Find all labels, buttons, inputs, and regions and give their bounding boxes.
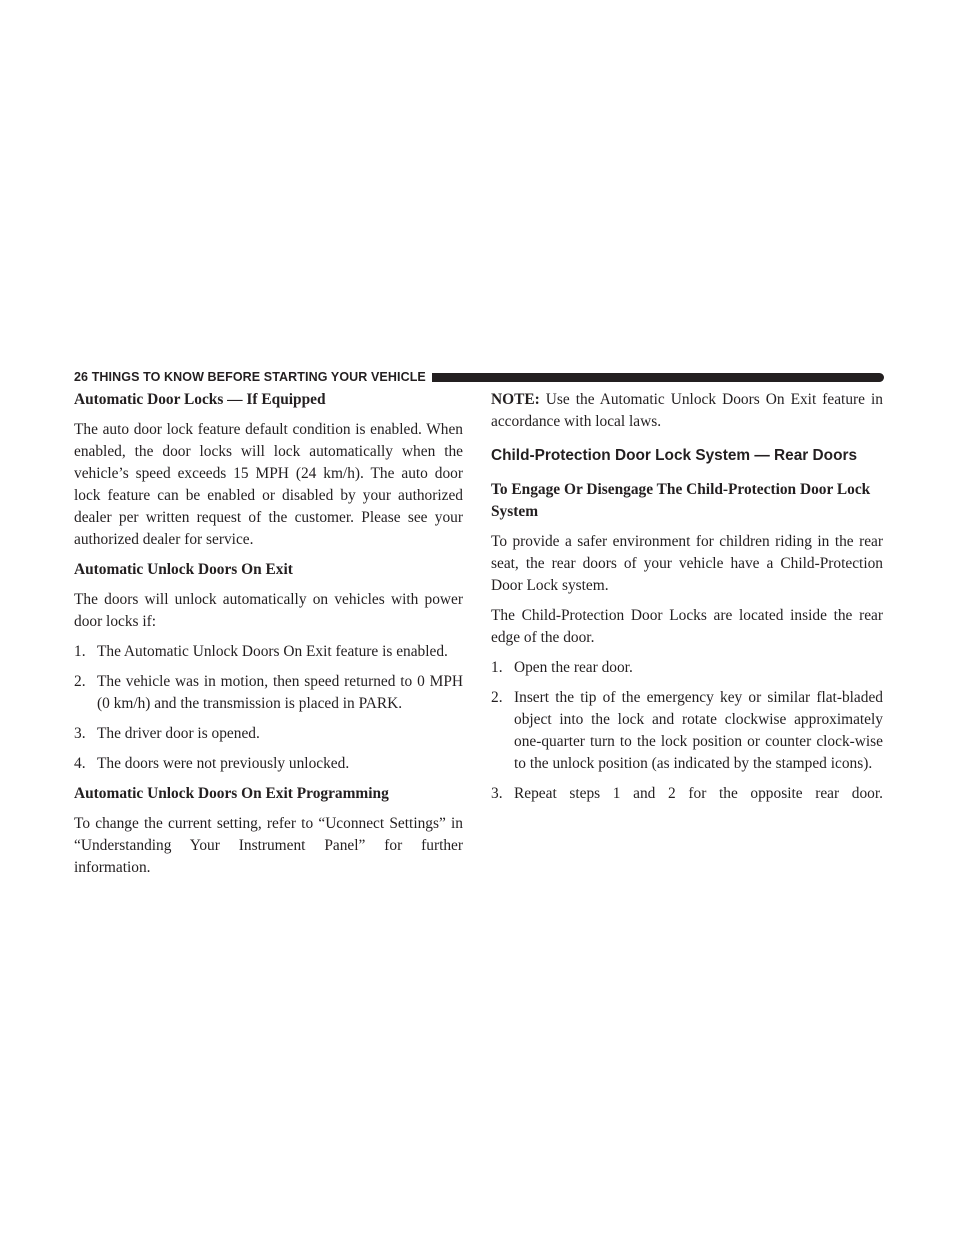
heading-child-protection: Child-Protection Door Lock System — Rear Doors	[491, 447, 858, 464]
list-item: 2. The vehicle was in motion, then speed returned to 0 MPH (0 km/h) and the transmission is placed in PARK.	[74, 673, 463, 712]
list-item: 3. Repeat steps 1 and 2 for the opposite rear door.	[491, 785, 883, 802]
list-item: 4. The doors were not previously unlocked.	[74, 755, 350, 772]
left-column	[74, 389, 463, 879]
header-rule	[432, 373, 884, 382]
paragraph-lock-location: The Child-Protection Door Locks are located inside the rear edge of the door.	[491, 607, 883, 646]
right-column	[491, 389, 883, 805]
paragraph-unlock-conditions: The doors will unlock automatically on vehicles with power door locks if:	[74, 591, 463, 630]
note-label: NOTE:	[491, 391, 540, 408]
page-header	[74, 369, 884, 385]
paragraph-programming: To change the current setting, refer to “Uconnect Settings” in “Understanding Your Instrument Panel” for further information.	[74, 815, 463, 876]
heading-unlock-on-exit: Automatic Unlock Doors On Exit	[74, 561, 293, 578]
section-title-header: THINGS TO KNOW BEFORE STARTING YOUR VEHICLE	[91, 370, 426, 384]
note-text: Use the Automatic Unlock Doors On Exit feature in accordance with local laws.	[491, 391, 883, 430]
list-item: 2. Insert the tip of the emergency key or similar flat-bladed object into the lock and rotate clockwise approximately one-quarter turn to the lock position or counter clock-wise to the unlock position (as indicated by the stamped icons).	[491, 689, 883, 772]
page-number: 26	[74, 370, 89, 384]
subheading-engage-disengage: To Engage Or Disengage The Child-Protection Door Lock System	[491, 481, 871, 520]
heading-automatic-door-locks: Automatic Door Locks — If Equipped	[74, 391, 326, 408]
note-paragraph	[491, 389, 883, 433]
heading-unlock-programming: Automatic Unlock Doors On Exit Programming	[74, 785, 389, 802]
paragraph-auto-lock: The auto door lock feature default condition is enabled. When enabled, the door locks will lock automatically when the vehicle’s speed exceeds 15 MPH (24 km/h). The auto door lock feature can be enabled or disabled by your authorized dealer per written request of the customer. Please see your authorized dealer for service.	[74, 421, 463, 548]
list-item: 1. The Automatic Unlock Doors On Exit feature is enabled.	[74, 643, 448, 660]
paragraph-safer-environment: To provide a safer environment for children riding in the rear seat, the rear doors of your vehicle have a Child-Protection Door Lock system.	[491, 533, 883, 594]
list-item: 1. Open the rear door.	[491, 659, 633, 676]
list-item: 3. The driver door is opened.	[74, 725, 260, 742]
